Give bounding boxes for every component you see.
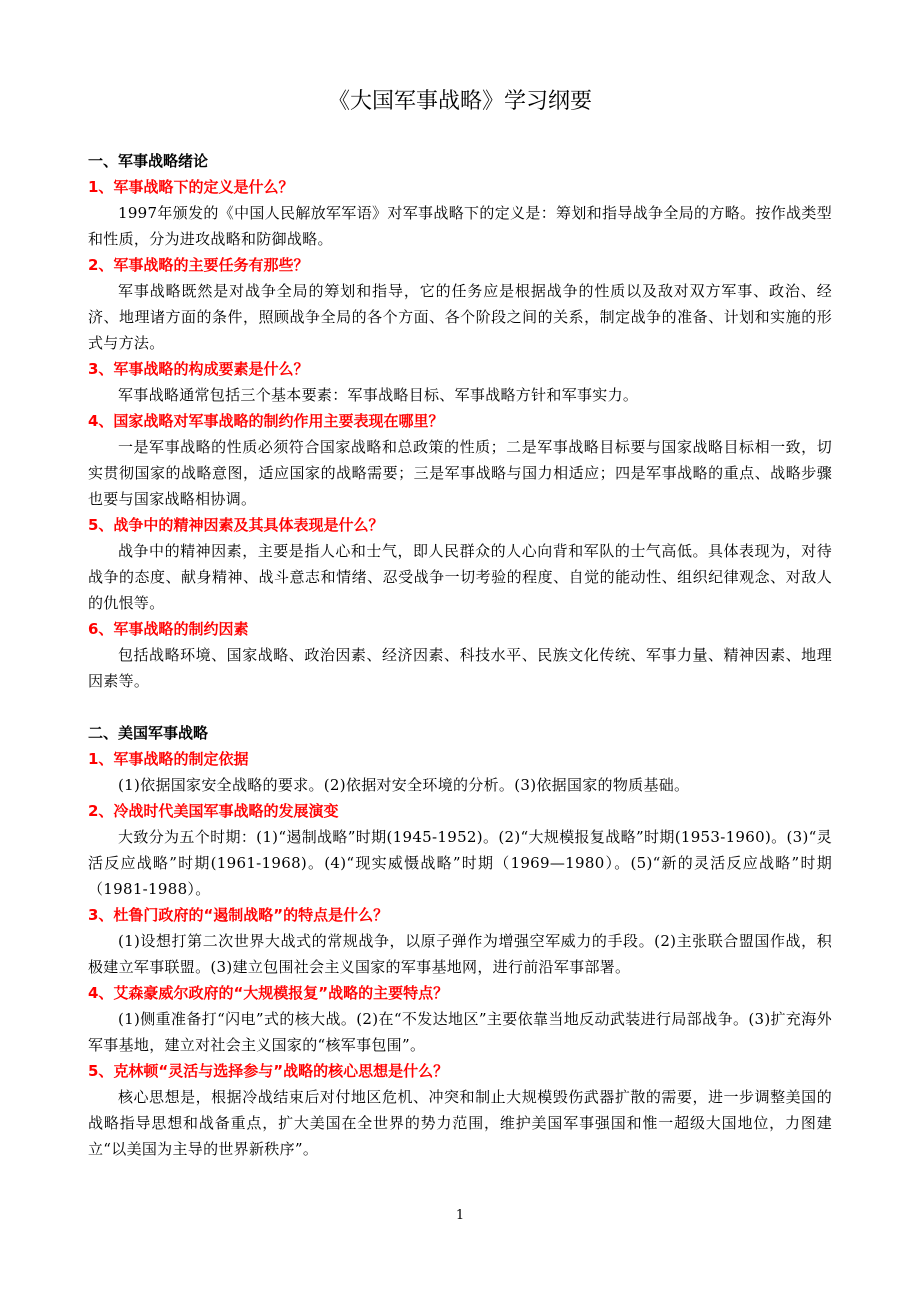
answer-2-1: (1)依据国家安全战略的要求。(2)依据对安全环境的分析。(3)依据国家的物质基础。 bbox=[118, 776, 690, 794]
answer-2-2: 大致分为五个时期：(1)“遏制战略”时期(1945-1952)。(2)“大规模报复战略”时期(1953-1960)。(3)“灵活反应战略”时期(1961-1968)。(4)“现实威慑战略”时期（1969—1980）。(5)“新的灵活反应战略”时期（1981-1988）。 bbox=[88, 828, 832, 898]
section-heading-1: 一、军事战略绪论 bbox=[88, 152, 209, 170]
question-1-3: 3、军事战略的构成要素是什么？ bbox=[88, 360, 309, 378]
section-heading-2: 二、美国军事战略 bbox=[88, 724, 209, 742]
answer-1-6: 包括战略环境、国家战略、政治因素、经济因素、科技水平、民族文化传统、军事力量、精神因素、地理因素等。 bbox=[88, 646, 832, 690]
question-1-4: 4、国家战略对军事战略的制约作用主要表现在哪里？ bbox=[88, 412, 444, 430]
document-page bbox=[88, 86, 832, 1162]
document-title: 《大国军事战略》学习纲要 bbox=[327, 89, 592, 114]
answer-1-4: 一是军事战略的性质必须符合国家战略和总政策的性质；二是军事战略目标要与国家战略目标相一致，切实贯彻国家的战略意图，适应国家的战略需要；三是军事战略与国力相适应；四是军事战略的重点、战略步骤也要与国家战略相协调。 bbox=[88, 438, 832, 508]
answer-1-3: 军事战略通常包括三个基本要素：军事战略目标、军事战略方针和军事实力。 bbox=[118, 386, 639, 404]
answer-1-1: 1997年颁发的《中国人民解放军军语》对军事战略下的定义是：筹划和指导战争全局的方略。按作战类型和性质，分为进攻战略和防御战略。 bbox=[88, 204, 832, 248]
answer-2-5: 核心思想是，根据冷战结束后对付地区危机、冲突和制止大规模毁伤武器扩散的需要，进一步调整美国的战略指导思想和战备重点，扩大美国在全世界的势力范围，维护美国军事强国和惟一超级大国地位，力图建立“以美国为主导的世界新秩序”。 bbox=[88, 1088, 832, 1158]
answer-2-4: (1)侧重准备打“闪电”式的核大战。(2)在“不发达地区”主要依靠当地反动武装进行局部战争。(3)扩充海外军事基地，建立对社会主义国家的“核军事包围”。 bbox=[88, 1010, 832, 1054]
question-2-4: 4、艾森豪威尔政府的“大规模报复”战略的主要特点？ bbox=[88, 984, 449, 1002]
question-2-5: 5、克林顿“灵活与选择参与”战略的核心思想是什么？ bbox=[88, 1062, 449, 1080]
question-1-6: 6、军事战略的制约因素 bbox=[88, 620, 249, 638]
question-1-5: 5、战争中的精神因素及其具体表现是什么？ bbox=[88, 516, 384, 534]
question-1-1: 1、军事战略下的定义是什么？ bbox=[88, 178, 294, 196]
question-1-2: 2、军事战略的主要任务有那些？ bbox=[88, 256, 309, 274]
question-2-1: 1、军事战略的制定依据 bbox=[88, 750, 249, 768]
answer-1-5: 战争中的精神因素，主要是指人心和士气，即人民群众的人心向背和军队的士气高低。具体表现为，对待战争的态度、献身精神、战斗意志和情绪、忍受战争一切考验的程度、自觉的能动性、组织纪律观念、对敌人的仇恨等。 bbox=[88, 542, 832, 612]
answer-1-2: 军事战略既然是对战争全局的筹划和指导，它的任务应是根据战争的性质以及敌对双方军事、政治、经济、地理诸方面的条件，照顾战争全局的各个方面、各个阶段之间的关系，制定战争的准备、计划和实施的形式与方法。 bbox=[88, 282, 832, 352]
question-2-3: 3、杜鲁门政府的“遏制战略”的特点是什么？ bbox=[88, 906, 389, 924]
page-number: 1 bbox=[455, 1208, 465, 1223]
answer-2-3: (1)设想打第二次世界大战式的常规战争，以原子弹作为增强空军威力的手段。(2)主张联合盟国作战，积极建立军事联盟。(3)建立包围社会主义国家的军事基地网，进行前沿军事部署。 bbox=[88, 932, 832, 976]
section-spacer bbox=[88, 694, 832, 720]
question-2-2: 2、冷战时代美国军事战略的发展演变 bbox=[88, 802, 339, 820]
